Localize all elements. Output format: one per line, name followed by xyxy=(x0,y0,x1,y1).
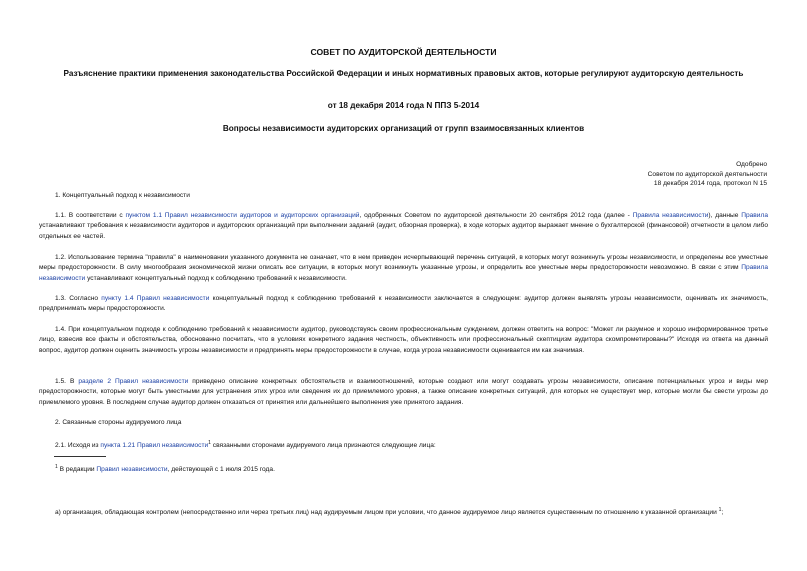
footnote-text-b: , действующей с 1 июля 2015 года. xyxy=(167,466,275,474)
p1-3-text-b: концептуальный подход к соблюдению требований к независимости заключается в следующем: аудитор должен выявлять угрозы независимости, оценивать их значимость, предпринимать меры предосторожности. xyxy=(39,295,768,313)
p1-1-text-c: ), данные xyxy=(708,212,742,219)
item-a-text: а) организация, обладающая контролем (непосредственно или через третьих лиц) над аудируемым лицом при условии, что данное аудируемое лицо является существенным по отношению к указанной организации xyxy=(55,509,717,517)
approval-line-3: 18 декабря 2014 года, протокол N 15 xyxy=(653,180,767,188)
p1-3-text-a: 1.3. Согласно xyxy=(55,295,102,302)
section-heading-2 xyxy=(39,418,768,428)
p1-5-text-b: приведено описание конкретных обстоятельств и взаимоотношений, которые создают или могут создавать угрозы независимости, описание потенциальных угроз и виды мер предосторожности, которые могут быть уместными для устранения этих угроз или сведения их до приемлемого уровня, а также описание конкретных ситуаций, для которых не существует мер, которые могли бы свести угрозы до приемлемого уровня. В последнем случае аудитор должен отказаться от принятия или дальнейшего выполнения уже принятого задания. xyxy=(39,378,768,406)
p1-1-text-d: устанавливают требования к независимости аудиторов и аудиторских организаций при выполнении заданий (аудит, обзорная проверка), в ходе которых аудитор выражает мнение о бухгалтерской (финансовой) отчетности в целом либо отдельных ее частей. xyxy=(39,222,768,240)
footnote-text-a: В редакции xyxy=(57,466,97,474)
paragraph-1-3 xyxy=(39,294,768,315)
org-title: СОВЕТ ПО АУДИТОРСКОЙ ДЕЯТЕЛЬНОСТИ xyxy=(310,47,497,57)
item-a-footnote-mark[interactable]: 1 xyxy=(718,507,722,513)
section-heading-1-text: 1. Концептуальный подход к независимости xyxy=(55,192,190,199)
document-subject: Вопросы независимости аудиторских организаций от групп взаимосвязанных клиентов xyxy=(222,124,585,133)
p1-2-text-b: устанавливают концептуальный подход к соблюдению требований к независимости. xyxy=(85,274,347,282)
link-footnote-rules[interactable]: Правил независимости xyxy=(96,466,168,474)
list-item-a xyxy=(39,505,768,519)
item-a-tail: ; xyxy=(721,509,724,517)
footnote-reference[interactable]: 1 xyxy=(208,440,211,446)
link-rules-independence-p1-2[interactable]: Правила независимости xyxy=(39,264,768,282)
p1-2-text-a: 1.2. Использование термина "правила" в наименовании указанного документа не означает, что в нем приведен исчерпывающий перечень ситуаций, в которых могут возникнуть угрозы независимости, и определены все уместные меры предосторожности. В силу многообразия экономической жизни описать все ситуации, в которых могут возникнуть указанные угрозы, и определить все уместные меры предосторожности невозможно. В связи с этим xyxy=(39,254,768,272)
p2-1-text-b: связанными сторонами аудируемого лица признаются следующие лица: xyxy=(210,442,436,450)
section-heading-1 xyxy=(39,191,768,201)
p2-1-text-a: 2.1. Исходя из xyxy=(55,442,101,450)
paragraph-1-2 xyxy=(39,253,768,284)
paragraph-1-5 xyxy=(39,377,768,408)
approval-line-2: Советом по аудиторской деятельности xyxy=(647,170,767,178)
footnote-divider xyxy=(54,456,106,457)
p1-5-text-a: 1.5. В xyxy=(55,378,79,385)
p1-1-text-a: 1.1. В соответствии с xyxy=(55,212,126,219)
approval-line-1: Одобрено xyxy=(736,161,767,168)
link-rules-p1-1[interactable]: пунктом 1.1 Правил независимости аудиторов и аудиторских организаций xyxy=(125,212,360,219)
paragraph-1-4 xyxy=(39,325,768,356)
footnote xyxy=(39,462,768,476)
p1-4-text: 1.4. При концептуальном подходе к соблюдению требований к независимости аудитор, руководствуясь своим профессиональным суждением, должен ответить на вопрос: "Может ли разумное и хорошо информированное третье лицо, взвесив все факты и обстоятельства, обоснованно посчитать, что в условиях конкретного задания честность, объективность или профессиональный скептицизм аудитора скомпрометированы?" Исходя из ответа на данный вопрос, аудитор должен оценить значимость угрозы независимости и предпринять меры предосторожности в случае, когда угроза независимости оценивается им как значимая. xyxy=(39,326,768,354)
link-rules[interactable]: Правила xyxy=(741,212,768,219)
p1-1-text-b: , одобренных Советом по аудиторской деятельности 20 сентября 2012 года (далее - xyxy=(359,212,633,219)
footnote-mark: 1 xyxy=(55,464,58,470)
link-p1-4-rules[interactable]: пункту 1.4 Правил независимости xyxy=(101,295,210,302)
document-title: Разъяснение практики применения законодательства Российской Федерации и иных нормативных правовых актов, которые регулируют аудиторскую деятельность xyxy=(63,69,744,78)
paragraph-2-1 xyxy=(39,438,768,452)
link-p1-21-rules[interactable]: пункта 1.21 Правил независимости xyxy=(100,442,209,450)
approval-block xyxy=(648,160,767,189)
link-section-2-rules[interactable]: разделе 2 Правил независимости xyxy=(78,378,189,385)
link-rules-independence[interactable]: Правила независимости xyxy=(632,212,709,219)
paragraph-1-1 xyxy=(39,211,768,242)
document-date: от 18 декабря 2014 года N ППЗ 5-2014 xyxy=(327,101,480,110)
section-heading-2-text: 2. Связанные стороны аудируемого лица xyxy=(55,419,182,426)
